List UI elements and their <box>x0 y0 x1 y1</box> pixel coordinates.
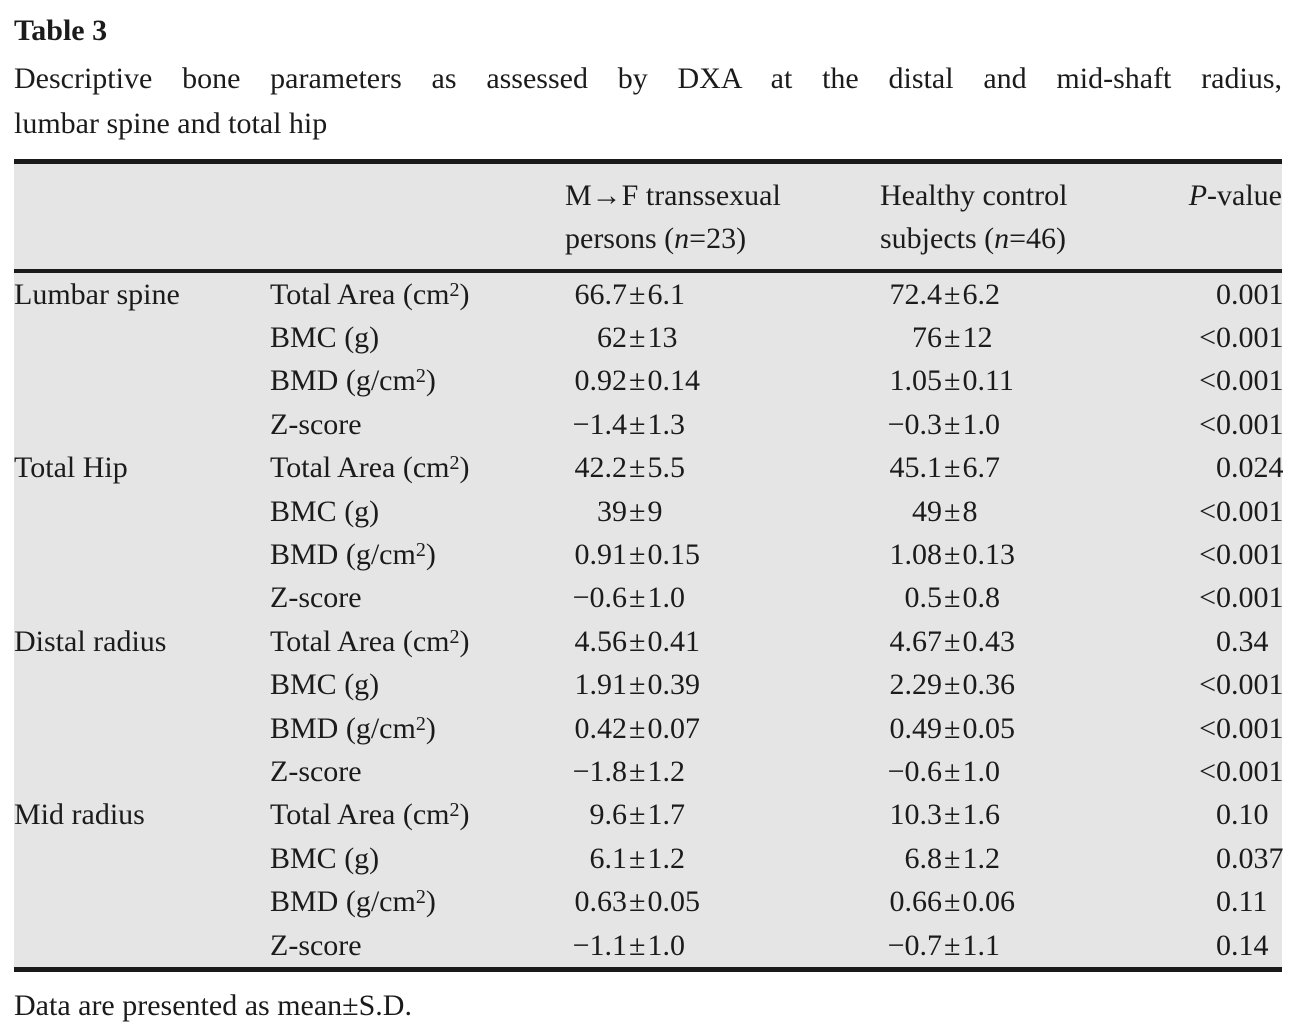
plus-minus-sign: ± <box>944 754 961 788</box>
parameter-text: BMC (g) <box>270 668 380 702</box>
mean-value: 72.4 <box>889 277 942 311</box>
header-line-2: persons (n=23) <box>565 222 747 255</box>
header-row <box>14 164 1282 269</box>
parameter-text: BMD (g/cm <box>270 364 416 398</box>
table-label: Table 3 <box>14 14 108 47</box>
table-row <box>14 490 1282 533</box>
mean-value: 6.1 <box>589 841 627 875</box>
parameter-text: Total Area (cm <box>270 624 450 658</box>
sd-value: 6.2 <box>962 277 1000 311</box>
mean-value: 39 <box>597 494 627 528</box>
parameter-text: BMD (g/cm <box>270 538 416 572</box>
pvalue-cell <box>1180 278 1282 312</box>
superscript: 2 <box>415 365 426 388</box>
superscript: 2 <box>415 886 426 909</box>
mean-value: 1.05 <box>889 364 942 398</box>
value-cell-control <box>880 495 1180 529</box>
column-header-transsexual-group <box>565 174 880 260</box>
table-row <box>14 447 1282 490</box>
mean-value: 76 <box>912 321 942 355</box>
mean-value: −0.6 <box>887 754 942 788</box>
table-footnote: Data are presented as mean±S.D. <box>14 989 412 1023</box>
sd-value: 1.2 <box>647 754 685 788</box>
sd-value: 0.11 <box>962 364 1014 398</box>
plus-minus-sign: ± <box>629 364 646 398</box>
pvalue-fraction: .001 <box>1231 711 1284 745</box>
superscript: 2 <box>449 625 460 648</box>
site-cell: Total Hip <box>14 451 128 485</box>
pvalue-integer: 0 <box>1216 277 1231 311</box>
pvalue-fraction: .001 <box>1231 581 1284 615</box>
sd-value: 0.43 <box>962 624 1015 658</box>
plus-minus-sign: ± <box>629 277 646 311</box>
pvalue-integer: 0 <box>1216 451 1231 485</box>
value-cell-control <box>880 755 1180 789</box>
sd-value: 1.2 <box>647 841 685 875</box>
value-cell-transsexual <box>565 755 880 789</box>
value-cell-control <box>880 885 1180 919</box>
plus-minus-sign: ± <box>944 538 961 572</box>
parameter-text: BMC (g) <box>270 841 380 875</box>
sd-value: 0.05 <box>962 711 1015 745</box>
mean-value: −0.7 <box>887 928 942 962</box>
parameter-text: ) <box>425 711 436 745</box>
table-row <box>14 924 1282 967</box>
column-header-control-group <box>880 174 1180 260</box>
value-cell-transsexual <box>565 321 880 355</box>
sd-value: 1.6 <box>962 798 1000 832</box>
italic-p: P <box>1188 179 1208 212</box>
pvalue-fraction: .001 <box>1231 407 1284 441</box>
parameter-text: BMD (g/cm <box>270 885 416 919</box>
parameter-cell <box>270 451 565 485</box>
pvalue-integer: 0 <box>1216 624 1231 658</box>
mean-value: 0.66 <box>889 885 942 919</box>
parameter-cell <box>270 929 565 963</box>
plus-minus-sign: ± <box>944 364 961 398</box>
caption-line-2: lumbar spine and total hip <box>14 107 328 140</box>
table-row <box>14 533 1282 576</box>
plus-minus-sign: ± <box>629 538 646 572</box>
pvalue-integer: <0 <box>1199 407 1231 441</box>
sd-value: 1.0 <box>962 407 1000 441</box>
parameter-text: Total Area (cm <box>270 451 450 485</box>
table-body <box>14 273 1282 967</box>
parameter-cell <box>270 712 565 746</box>
sd-value: 0.13 <box>962 538 1015 572</box>
sd-value: 0.06 <box>962 885 1015 919</box>
header-line-1: Healthy control <box>880 179 1068 212</box>
mean-value: 0.91 <box>574 538 627 572</box>
plus-minus-sign: ± <box>944 711 961 745</box>
plus-minus-sign: ± <box>629 451 646 485</box>
pvalue-fraction: .14 <box>1231 928 1269 962</box>
parameter-text: Z-score <box>270 928 362 962</box>
table-row <box>14 360 1282 403</box>
plus-minus-sign: ± <box>629 321 646 355</box>
pvalue-fraction: .001 <box>1231 277 1284 311</box>
value-cell-control <box>880 408 1180 442</box>
value-cell-control <box>880 712 1180 746</box>
parameter-cell <box>270 842 565 876</box>
pvalue-integer: <0 <box>1199 364 1231 398</box>
plus-minus-sign: ± <box>944 494 961 528</box>
value-cell-transsexual <box>565 929 880 963</box>
plus-minus-sign: ± <box>944 668 961 702</box>
value-cell-transsexual <box>565 408 880 442</box>
mean-value: 0.63 <box>574 885 627 919</box>
parameter-text: Total Area (cm <box>270 798 450 832</box>
pvalue-cell <box>1180 842 1282 876</box>
value-cell-control <box>880 929 1180 963</box>
value-cell-transsexual <box>565 625 880 659</box>
pvalue-integer: <0 <box>1199 581 1231 615</box>
pvalue-integer: <0 <box>1199 321 1231 355</box>
sd-value: 5.5 <box>647 451 685 485</box>
plus-minus-sign: ± <box>944 407 961 441</box>
header-line-1: M→F transsexual <box>565 179 781 212</box>
parameter-text: ) <box>425 364 436 398</box>
pvalue-integer: <0 <box>1199 711 1231 745</box>
sd-value: 0.39 <box>647 668 700 702</box>
mean-value: 10.3 <box>889 798 942 832</box>
superscript: 2 <box>415 712 426 735</box>
caption-line-1: Descriptive bone parameters as assessed by DXA at the distal and mid-shaft radius, <box>14 62 1282 95</box>
pvalue-cell <box>1180 712 1282 746</box>
plus-minus-sign: ± <box>629 798 646 832</box>
parameter-cell <box>270 321 565 355</box>
pvalue-fraction: .34 <box>1231 624 1269 658</box>
mean-value: −1.4 <box>572 407 627 441</box>
mean-value: 0.49 <box>889 711 942 745</box>
value-cell-control <box>880 364 1180 398</box>
pvalue-fraction: .11 <box>1231 885 1268 919</box>
mean-value: 1.91 <box>574 668 627 702</box>
parameter-cell <box>270 625 565 659</box>
plus-minus-sign: ± <box>629 494 646 528</box>
pvalue-integer: 0 <box>1216 885 1231 919</box>
value-cell-transsexual <box>565 798 880 832</box>
value-cell-control <box>880 581 1180 615</box>
parameter-text: BMC (g) <box>270 321 380 355</box>
table-row <box>14 880 1282 923</box>
table-row <box>14 273 1282 316</box>
table-row <box>14 620 1282 663</box>
pvalue-cell <box>1180 581 1282 615</box>
parameter-text: Z-score <box>270 407 362 441</box>
value-cell-transsexual <box>565 581 880 615</box>
sd-value: 0.41 <box>647 624 700 658</box>
plus-minus-sign: ± <box>629 581 646 615</box>
mean-value: 45.1 <box>889 451 942 485</box>
parameter-text: ) <box>459 277 470 311</box>
pvalue-integer: 0 <box>1216 798 1231 832</box>
parameter-text: BMD (g/cm <box>270 711 416 745</box>
plus-minus-sign: ± <box>629 928 646 962</box>
pvalue-integer: 0 <box>1216 841 1231 875</box>
parameter-cell <box>270 278 565 312</box>
superscript: 2 <box>415 539 426 562</box>
parameter-cell <box>270 538 565 572</box>
plus-minus-sign: ± <box>944 841 961 875</box>
value-cell-control <box>880 321 1180 355</box>
pvalue-fraction: .037 <box>1231 841 1284 875</box>
value-cell-control <box>880 798 1180 832</box>
sd-value: 1.7 <box>647 798 685 832</box>
sd-value: 0.8 <box>962 581 1000 615</box>
mean-value: 2.29 <box>889 668 942 702</box>
pvalue-cell <box>1180 755 1282 789</box>
pvalue-cell <box>1180 929 1282 963</box>
parameter-cell <box>270 364 565 398</box>
parameter-cell <box>270 495 565 529</box>
sd-value: 1.2 <box>962 841 1000 875</box>
plus-minus-sign: ± <box>944 928 961 962</box>
mean-value: 9.6 <box>589 798 627 832</box>
pvalue-cell <box>1180 364 1282 398</box>
table-row <box>14 707 1282 750</box>
mean-value: 0.92 <box>574 364 627 398</box>
value-cell-transsexual <box>565 885 880 919</box>
sd-value: 0.05 <box>647 885 700 919</box>
plus-minus-sign: ± <box>629 668 646 702</box>
site-cell: Mid radius <box>14 798 145 832</box>
sd-value: 1.1 <box>962 928 1000 962</box>
pvalue-fraction: .001 <box>1231 364 1284 398</box>
plus-minus-sign: ± <box>629 885 646 919</box>
plus-minus-sign: ± <box>944 277 961 311</box>
pvalue-fraction: .001 <box>1231 494 1284 528</box>
parameter-text: Z-score <box>270 581 362 615</box>
sd-value: 9 <box>647 494 663 528</box>
value-cell-control <box>880 451 1180 485</box>
pvalue-cell <box>1180 885 1282 919</box>
plus-minus-sign: ± <box>944 451 961 485</box>
parameter-cell <box>270 668 565 702</box>
value-cell-transsexual <box>565 668 880 702</box>
sd-value: 6.1 <box>647 277 685 311</box>
value-cell-control <box>880 278 1180 312</box>
parameter-text: Total Area (cm <box>270 277 450 311</box>
plus-minus-sign: ± <box>629 624 646 658</box>
pvalue-integer: <0 <box>1199 494 1231 528</box>
sd-value: 1.3 <box>647 407 685 441</box>
plus-minus-sign: ± <box>944 798 961 832</box>
parameter-text: ) <box>425 538 436 572</box>
dxa-parameters-table <box>14 159 1282 972</box>
mean-value: 0.5 <box>904 581 942 615</box>
parameter-cell <box>270 798 565 832</box>
parameter-cell <box>270 755 565 789</box>
pvalue-fraction: .001 <box>1231 754 1284 788</box>
table-row <box>14 664 1282 707</box>
sd-value: 13 <box>647 321 678 355</box>
column-header-site <box>14 174 270 260</box>
pvalue-cell <box>1180 798 1282 832</box>
superscript: 2 <box>449 799 460 822</box>
sd-value: 1.0 <box>647 581 685 615</box>
pvalue-fraction: .024 <box>1231 451 1284 485</box>
sd-value: 8 <box>962 494 978 528</box>
sd-value: 0.15 <box>647 538 700 572</box>
italic-n: n <box>994 222 1010 255</box>
value-cell-transsexual <box>565 451 880 485</box>
value-cell-control <box>880 842 1180 876</box>
parameter-text: ) <box>459 451 470 485</box>
value-cell-transsexual <box>565 495 880 529</box>
pvalue-integer: <0 <box>1199 668 1231 702</box>
mean-value: 66.7 <box>574 277 627 311</box>
value-cell-transsexual <box>565 278 880 312</box>
plus-minus-sign: ± <box>629 407 646 441</box>
pvalue-cell <box>1180 668 1282 702</box>
sd-value: 0.07 <box>647 711 700 745</box>
parameter-text: Z-score <box>270 754 362 788</box>
pvalue-fraction: .001 <box>1231 668 1284 702</box>
parameter-text: ) <box>459 798 470 832</box>
italic-n: n <box>674 222 690 255</box>
pvalue-cell <box>1180 538 1282 572</box>
pvalue-fraction: .10 <box>1231 798 1269 832</box>
parameter-cell <box>270 581 565 615</box>
plus-minus-sign: ± <box>944 624 961 658</box>
pvalue-cell <box>1180 625 1282 659</box>
mean-value: 42.2 <box>574 451 627 485</box>
column-header-parameter <box>270 174 565 260</box>
mean-value: −1.8 <box>572 754 627 788</box>
plus-minus-sign: ± <box>629 841 646 875</box>
mean-value: −0.3 <box>887 407 942 441</box>
mean-value: 62 <box>597 321 627 355</box>
site-cell: Distal radius <box>14 624 167 658</box>
value-cell-transsexual <box>565 538 880 572</box>
mean-value: −0.6 <box>572 581 627 615</box>
mean-value: 4.56 <box>574 624 627 658</box>
table-row <box>14 837 1282 880</box>
plus-minus-sign: ± <box>629 711 646 745</box>
parameter-text: ) <box>459 624 470 658</box>
header-line-2: subjects (n=46) <box>880 222 1067 255</box>
pvalue-fraction: .001 <box>1231 321 1284 355</box>
sd-value: 12 <box>962 321 993 355</box>
sd-value: 6.7 <box>962 451 1000 485</box>
plus-minus-sign: ± <box>944 321 961 355</box>
mean-value: 6.8 <box>904 841 942 875</box>
superscript: 2 <box>449 278 460 301</box>
value-cell-transsexual <box>565 842 880 876</box>
parameter-cell <box>270 885 565 919</box>
column-header-pvalue: P-value <box>1188 179 1282 212</box>
value-cell-transsexual <box>565 712 880 746</box>
plus-minus-sign: ± <box>944 885 961 919</box>
superscript: 2 <box>449 452 460 475</box>
sd-value: 1.0 <box>647 928 685 962</box>
parameter-cell <box>270 408 565 442</box>
value-cell-transsexual <box>565 364 880 398</box>
table-caption <box>14 56 1282 146</box>
pvalue-cell <box>1180 451 1282 485</box>
rule-bottom <box>14 967 1282 972</box>
mean-value: 4.67 <box>889 624 942 658</box>
pvalue-cell <box>1180 408 1282 442</box>
value-cell-control <box>880 668 1180 702</box>
table-row <box>14 403 1282 446</box>
pvalue-cell <box>1180 495 1282 529</box>
mean-value: −1.1 <box>572 928 627 962</box>
table-row <box>14 794 1282 837</box>
table-row <box>14 750 1282 793</box>
plus-minus-sign: ± <box>629 754 646 788</box>
parameter-text: ) <box>425 885 436 919</box>
plus-minus-sign: ± <box>944 581 961 615</box>
value-cell-control <box>880 625 1180 659</box>
site-cell: Lumbar spine <box>14 277 180 311</box>
pvalue-integer: 0 <box>1216 928 1231 962</box>
mean-value: 0.42 <box>574 711 627 745</box>
table-row <box>14 577 1282 620</box>
mean-value: 1.08 <box>889 538 942 572</box>
value-cell-control <box>880 538 1180 572</box>
pvalue-integer: <0 <box>1199 538 1231 572</box>
pvalue-fraction: .001 <box>1231 538 1284 572</box>
sd-value: 1.0 <box>962 754 1000 788</box>
table-row <box>14 316 1282 359</box>
sd-value: 0.14 <box>647 364 700 398</box>
pvalue-integer: <0 <box>1199 754 1231 788</box>
sd-value: 0.36 <box>962 668 1015 702</box>
parameter-text: BMC (g) <box>270 494 380 528</box>
mean-value: 49 <box>912 494 942 528</box>
pvalue-cell <box>1180 321 1282 355</box>
